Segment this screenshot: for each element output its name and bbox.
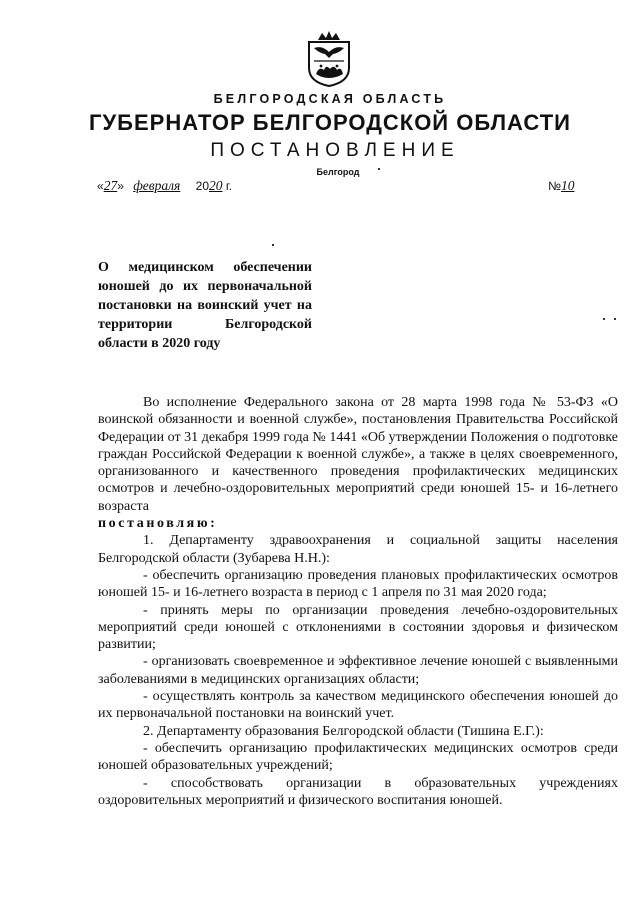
date-year-suffix: 20 <box>209 178 223 193</box>
resolve-line: постановляю: <box>98 516 218 532</box>
number-sign: № <box>548 179 561 193</box>
item-1-a: - обеспечить организацию проведения плановых профилактических осмотров юношей 15- и 16-летнего возраста в период с 1 апреля по 31 мая 2020 года; <box>98 567 618 601</box>
preamble-paragraph: Во исполнение Федерального закона от 28 марта 1998 года № 53-ФЗ «О воинской обязанности и военной службе», постановления Правительства Российской Федерации от 31 декабря 1999 года № 1441 «Об утверждении Положения о подготовке граждан Российской Федерации к военной службе», а также в целях своевременного, организованного и качественного проведения профилактических медицинских осмотров и лечебно-оздоровительных мероприятий среди юношей 15- и 16-летнего возраста <box>98 395 618 514</box>
city-name: Белгород <box>316 167 360 177</box>
region-title: БЕЛГОРОДСКАЯ ОБЛАСТЬ <box>213 92 447 106</box>
item-2-b: - способствовать организации в образовательных учреждениях оздоровительных мероприятий и физического воспитания юношей. <box>98 775 618 808</box>
decree-subject: О медицинском обеспечении юношей до их первоначальной постановки на воинский учет на территории Белгородской области в 2020 году <box>98 260 312 351</box>
item-2-a: - обеспечить организацию профилактических медицинских осмотров среди юношей образовательных учреждений; <box>98 740 618 774</box>
item-1-d: - осуществлять контроль за качеством медицинского обеспечения юношей до их первоначальной постановки на воинский учет. <box>98 689 618 722</box>
date-day: 27 <box>103 178 118 193</box>
scan-speck <box>614 318 616 320</box>
date-year-prefix: 20 <box>195 179 210 193</box>
decree-number <box>548 178 601 194</box>
number-value: 10 <box>561 178 575 193</box>
date-year-abbr: г. <box>225 179 233 193</box>
scan-speck <box>378 168 380 170</box>
date-month: февраля <box>133 178 181 193</box>
item-1-c: - организовать своевременное и эффективное лечение юношей с выявленными заболеваниями в медицинских организациях области; <box>98 654 618 687</box>
scan-speck <box>272 244 274 246</box>
dateline <box>97 178 607 200</box>
item-1: 1. Департаменту здравоохранения и социальной защиты населения Белгородской области (Зубарева Н.Н.): <box>98 533 618 566</box>
item-1-b: - принять меры по организации проведения лечебно-оздоровительных мероприятий среди юношей с отклонениями в состоянии здоровья и физическом развитии; <box>98 602 618 653</box>
date-close-quote: » <box>117 179 124 193</box>
document-type: ПОСТАНОВЛЕНИЕ <box>210 140 460 161</box>
governor-title: ГУБЕРНАТОР БЕЛГОРОДСКОЙ ОБЛАСТИ <box>89 110 571 135</box>
date-open-quote: « <box>97 179 104 193</box>
scan-speck <box>603 318 605 320</box>
item-2: 2. Департаменту образования Белгородской области (Тишина Е.Г.): <box>143 723 544 739</box>
document-body <box>98 394 618 809</box>
coat-of-arms-icon <box>306 28 352 88</box>
